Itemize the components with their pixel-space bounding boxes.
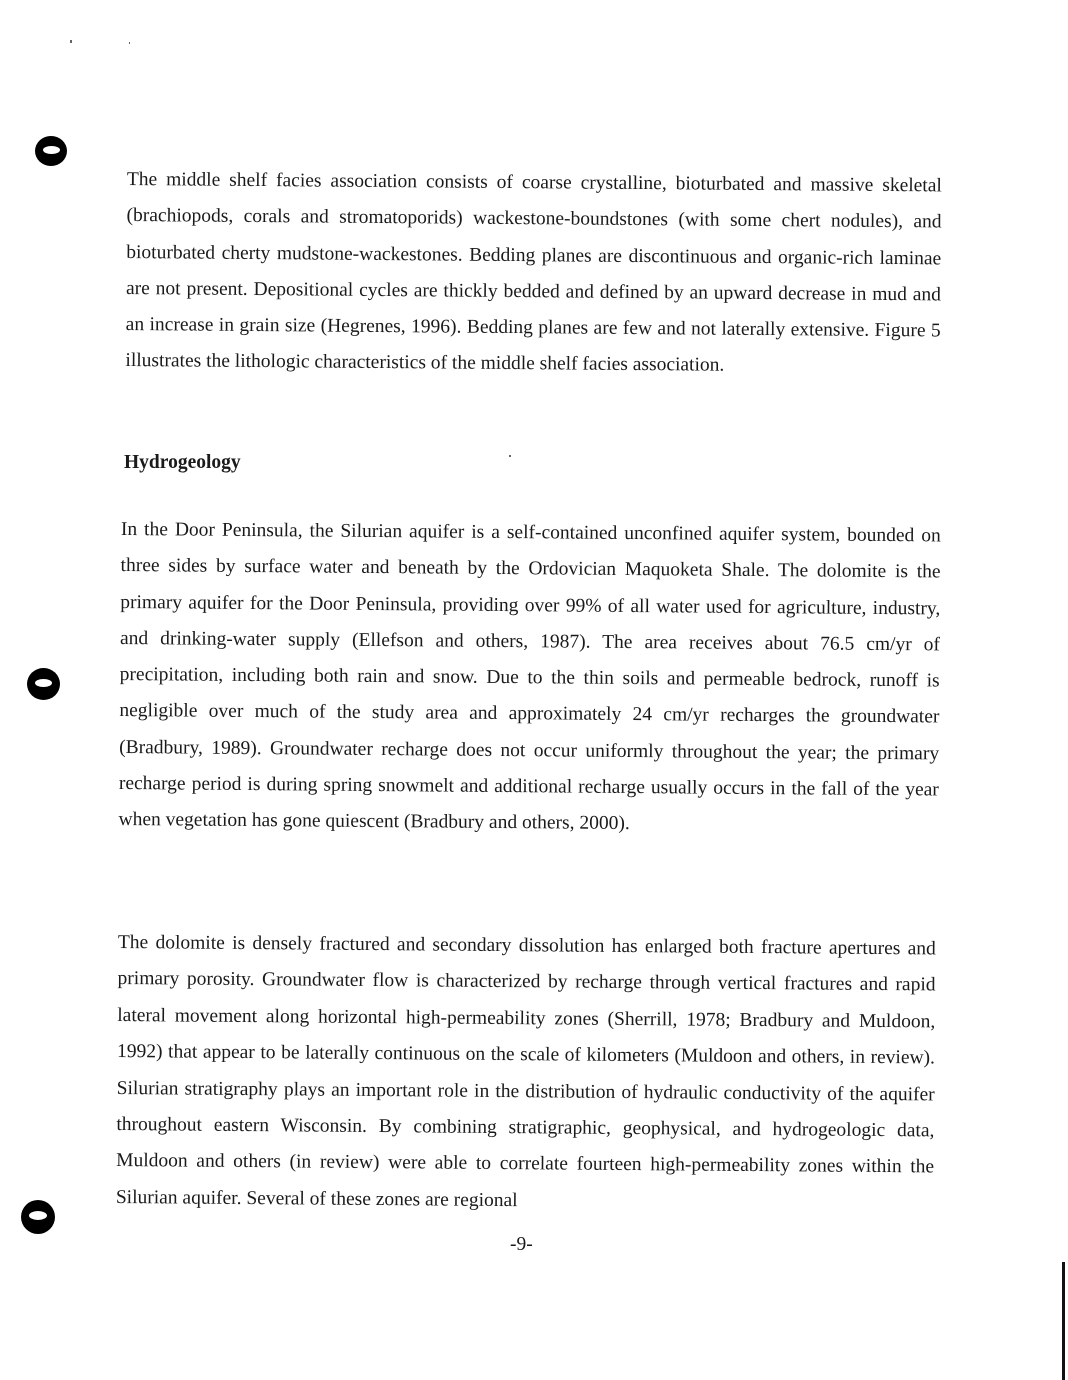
paragraph-fracture-flow: The dolomite is densely fractured and secondary dissolution has enlarged both fracture apertures and primary porosity. Groundwater flow is characterized by recharge through vertical fractures and rapid lateral movement along horizontal high-permeability zones (Sherrill, 1978; Bradbury and Muldoon, 1992) that appear to be laterally continuous on the scale of kilometers (Muldoon and others, in review). Silurian stratigraphy plays an important role in the distribution of hydraulic conductivity of the aquifer throughout eastern Wisconsin. By combining stratigraphic, geophysical, and hydrogeologic data, Muldoon and others (in review) were able to correlate fourteen high-permeability zones within the Silurian aquifer. Several of these zones are regional <box>115 931 936 1211</box>
punch-hole-middle <box>27 668 60 700</box>
scan-edge-line <box>1062 1262 1065 1380</box>
punch-hole-bottom <box>21 1200 55 1234</box>
scan-speck <box>509 455 511 457</box>
scan-speck <box>129 42 130 44</box>
scan-speck <box>70 40 72 43</box>
paragraph-middle-shelf-facies: The middle shelf facies association consists of coarse crystalline, bioturbated and massive skeletal (brachiopods, corals and stromatoporids) wackestone-boundstones (with some chert nodules), and bioturbated cherty mudstone-wackestones. Bedding planes are discontinuous and organic-rich laminae are not present. Depositional cycles are thickly bedded and defined by an upward decrease in mud and an increase in grain size (Hegrenes, 1996). Bedding planes are few and not laterally extensive. Figure 5 illustrates the lithologic characteristics of the middle shelf facies association. <box>125 168 942 376</box>
page-number: -9- <box>510 1234 533 1255</box>
paragraph-hydrogeology-overview: In the Door Peninsula, the Silurian aquifer is a self-contained unconfined aquifer system, bounded on three sides by surface water and beneath by the Ordovician Maquoketa Shale. The dolomite is the primary aquifer for the Door Peninsula, providing over 99% of all water used for agriculture, industry, and drinking-water supply (Ellefson and others, 1987). The area receives about 76.5 cm/yr of precipitation, including both rain and snow. Due to the thin soils and permeable bedrock, runoff is negligible over much of the study area and approximately 24 cm/yr recharges the groundwater (Bradbury, 1989). Groundwater recharge does not occur uniformly throughout the year; the primary recharge period is during spring snowmelt and additional recharge usually occurs in the fall of the year when vegetation has gone quiescent (Bradbury and others, 2000). <box>118 518 941 834</box>
section-heading-hydrogeology: Hydrogeology <box>124 452 241 473</box>
punch-hole-top <box>35 136 67 166</box>
